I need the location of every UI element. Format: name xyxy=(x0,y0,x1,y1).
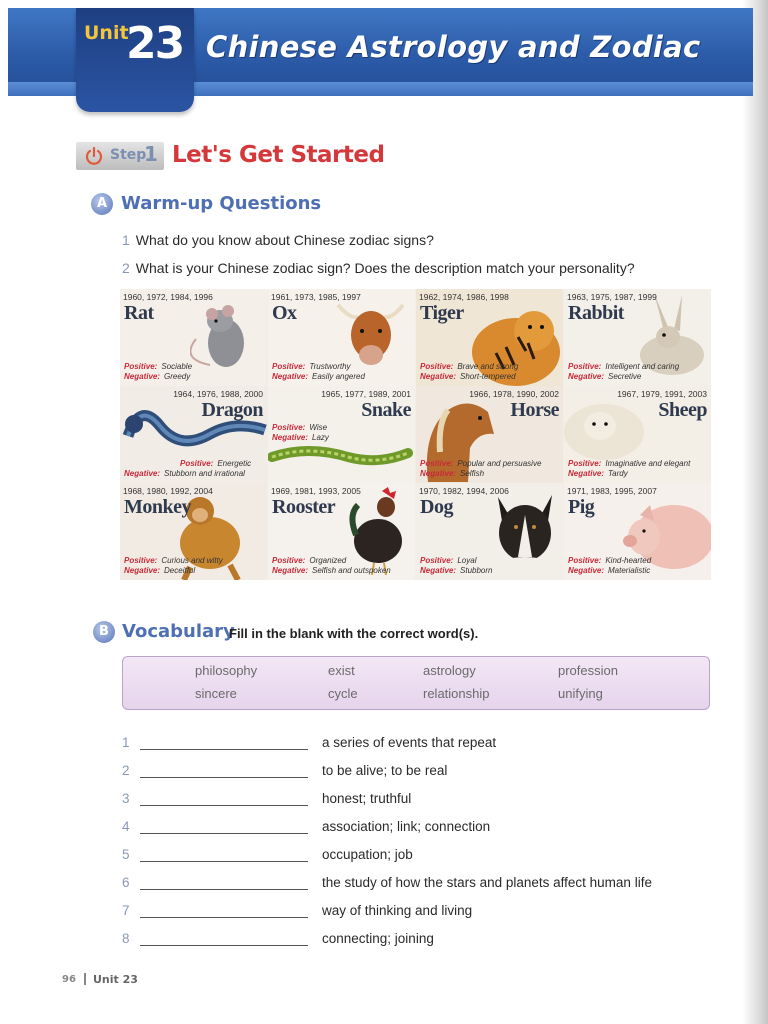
positive-label: Positive: xyxy=(272,362,306,371)
positive-value: Imaginative and elegant xyxy=(605,459,691,468)
section-b-badge: B xyxy=(93,621,115,643)
question-number: 2 xyxy=(122,260,130,276)
word-bank xyxy=(122,656,710,710)
zodiac-cell-ox xyxy=(268,289,415,386)
zodiac-cell-rabbit xyxy=(564,289,711,386)
negative-trait xyxy=(124,372,190,381)
positive-label: Positive: xyxy=(420,556,454,565)
answer-blank[interactable] xyxy=(140,764,308,778)
positive-trait xyxy=(124,362,192,371)
negative-value: Selfish and outspoken xyxy=(312,566,391,575)
zodiac-years: 1967, 1979, 1991, 2003 xyxy=(617,389,707,399)
positive-value: Kind-hearted xyxy=(605,556,652,565)
page-edge-shadow xyxy=(742,0,768,1024)
positive-value: Intelligent and caring xyxy=(605,362,680,371)
positive-value: Trustworthy xyxy=(309,362,351,371)
question-2 xyxy=(122,260,635,276)
positive-trait xyxy=(124,556,223,565)
negative-value: Stubborn and irrational xyxy=(164,469,245,478)
zodiac-cell-dog xyxy=(416,483,563,580)
zodiac-years: 1963, 1975, 1987, 1999 xyxy=(567,292,657,302)
positive-label: Positive: xyxy=(568,362,602,371)
zodiac-years: 1970, 1982, 1994, 2006 xyxy=(419,486,509,496)
negative-trait xyxy=(420,469,484,478)
zodiac-years: 1971, 1983, 1995, 2007 xyxy=(567,486,657,496)
negative-value: Easily angered xyxy=(312,372,365,381)
positive-value: Curious and witty xyxy=(161,556,223,565)
positive-label: Positive: xyxy=(420,459,454,468)
zodiac-cell-rooster xyxy=(268,483,415,580)
positive-label: Positive: xyxy=(568,459,602,468)
positive-trait xyxy=(272,362,351,371)
zodiac-name: Snake xyxy=(361,399,411,421)
positive-label: Positive: xyxy=(420,362,454,371)
answer-blank[interactable] xyxy=(140,792,308,806)
negative-label: Negative: xyxy=(272,433,309,442)
positive-trait xyxy=(180,459,251,468)
question-text: What do you know about Chinese zodiac signs? xyxy=(135,232,434,248)
zodiac-years: 1968, 1980, 1992, 2004 xyxy=(123,486,213,496)
step-label: Step xyxy=(110,147,147,163)
negative-label: Negative: xyxy=(568,469,605,478)
item-definition: the study of how the stars and planets affect human life xyxy=(322,875,652,890)
positive-value: Wise xyxy=(309,423,328,432)
negative-value: Deceitful xyxy=(164,566,196,575)
item-number: 7 xyxy=(122,903,130,918)
power-icon xyxy=(84,146,104,166)
zodiac-years: 1965, 1977, 1989, 2001 xyxy=(321,389,411,399)
zodiac-years: 1969, 1981, 1993, 2005 xyxy=(271,486,361,496)
question-1 xyxy=(122,232,434,248)
positive-value: Popular and persuasive xyxy=(457,459,542,468)
item-definition: honest; truthful xyxy=(322,791,412,806)
negative-trait xyxy=(272,566,391,575)
positive-trait xyxy=(272,423,327,432)
zodiac-years: 1961, 1973, 1985, 1997 xyxy=(271,292,361,302)
negative-label: Negative: xyxy=(420,566,457,575)
word-bank-item: exist xyxy=(328,663,355,678)
page-number: 96 xyxy=(62,974,76,985)
positive-trait xyxy=(272,556,346,565)
negative-label: Negative: xyxy=(272,566,309,575)
zodiac-cell-monkey xyxy=(120,483,267,580)
item-definition: association; link; connection xyxy=(322,819,491,834)
section-b-title: Vocabulary xyxy=(122,621,235,642)
item-number: 5 xyxy=(122,847,130,862)
step-title: Let's Get Started xyxy=(172,142,385,168)
negative-label: Negative: xyxy=(124,469,161,478)
question-text: What is your Chinese zodiac sign? Does the description match your personality? xyxy=(135,260,635,276)
negative-value: Selfish xyxy=(460,469,485,478)
negative-label: Negative: xyxy=(272,372,309,381)
positive-value: Loyal xyxy=(457,556,477,565)
footer-divider xyxy=(84,973,86,985)
positive-trait xyxy=(420,556,476,565)
negative-trait xyxy=(568,566,650,575)
word-bank-item: cycle xyxy=(328,686,358,701)
section-a-title: Warm-up Questions xyxy=(121,193,322,214)
positive-trait xyxy=(420,459,541,468)
item-number: 8 xyxy=(122,931,130,946)
item-number: 3 xyxy=(122,791,130,806)
negative-value: Stubborn xyxy=(460,566,493,575)
rat-image xyxy=(190,299,260,374)
item-definition: connecting; joining xyxy=(322,931,434,946)
word-bank-item: astrology xyxy=(423,663,476,678)
positive-trait xyxy=(568,556,651,565)
negative-label: Negative: xyxy=(420,372,457,381)
positive-label: Positive: xyxy=(180,459,214,468)
negative-value: Greedy xyxy=(164,372,191,381)
positive-label: Positive: xyxy=(272,423,306,432)
snake-image xyxy=(268,441,415,471)
zodiac-name: Dragon xyxy=(201,399,263,421)
negative-trait xyxy=(272,372,365,381)
negative-trait xyxy=(124,566,195,575)
unit-word: Unit xyxy=(84,22,129,44)
negative-value: Lazy xyxy=(312,433,329,442)
zodiac-years: 1962, 1974, 1986, 1998 xyxy=(419,292,509,302)
word-bank-item: profession xyxy=(558,663,618,678)
negative-trait xyxy=(568,372,641,381)
item-definition: a series of events that repeat xyxy=(322,735,497,750)
positive-label: Positive: xyxy=(568,556,602,565)
zodiac-cell-tiger xyxy=(416,289,563,386)
negative-label: Negative: xyxy=(124,372,161,381)
positive-value: Organized xyxy=(309,556,347,565)
zodiac-years: 1966, 1978, 1990, 2002 xyxy=(469,389,559,399)
negative-label: Negative: xyxy=(568,566,605,575)
positive-trait xyxy=(568,362,679,371)
section-b-instruction: Fill in the blank with the correct word(s). xyxy=(229,626,479,641)
negative-value: Materialistic xyxy=(608,566,651,575)
section-a-badge: A xyxy=(91,193,113,215)
zodiac-name: Pig xyxy=(568,496,595,518)
footer-unit-label: Unit 23 xyxy=(93,973,138,986)
negative-trait xyxy=(124,469,245,478)
sheep-image xyxy=(564,392,664,462)
positive-label: Positive: xyxy=(272,556,306,565)
negative-value: Secretive xyxy=(608,372,642,381)
item-definition: way of thinking and living xyxy=(322,903,473,918)
negative-trait xyxy=(420,566,492,575)
zodiac-name: Rabbit xyxy=(568,302,624,324)
dog-image xyxy=(488,487,563,580)
zodiac-name: Tiger xyxy=(420,302,464,324)
zodiac-cell-dragon xyxy=(120,386,267,483)
positive-trait xyxy=(420,362,518,371)
zodiac-name: Monkey xyxy=(124,496,191,518)
item-number: 1 xyxy=(122,735,130,750)
zodiac-years: 1960, 1972, 1984, 1996 xyxy=(123,292,213,302)
zodiac-cell-rat xyxy=(120,289,267,386)
zodiac-name: Horse xyxy=(510,399,559,421)
answer-blank[interactable] xyxy=(140,932,308,946)
word-bank-item: relationship xyxy=(423,686,490,701)
zodiac-name: Ox xyxy=(272,302,297,324)
zodiac-cell-pig xyxy=(564,483,711,580)
item-definition: occupation; job xyxy=(322,847,413,862)
negative-trait xyxy=(420,372,516,381)
answer-blank[interactable] xyxy=(140,736,308,750)
zodiac-cell-snake xyxy=(268,386,415,483)
answer-blank[interactable] xyxy=(140,904,308,918)
negative-value: Short-tempered xyxy=(460,372,516,381)
answer-blank[interactable] xyxy=(140,876,308,890)
positive-label: Positive: xyxy=(124,362,158,371)
negative-label: Negative: xyxy=(568,372,605,381)
step-number: 1 xyxy=(144,142,158,166)
rooster-image xyxy=(348,485,413,575)
positive-value: Energetic xyxy=(217,459,252,468)
positive-label: Positive: xyxy=(124,556,158,565)
zodiac-chart xyxy=(120,289,711,580)
item-number: 6 xyxy=(122,875,130,890)
answer-blank[interactable] xyxy=(140,848,308,862)
positive-trait xyxy=(568,459,690,468)
word-bank-item: philosophy xyxy=(195,663,258,678)
zodiac-name: Dog xyxy=(420,496,453,518)
unit-title: Chinese Astrology and Zodiac xyxy=(206,30,701,64)
item-number: 2 xyxy=(122,763,130,778)
word-bank-item: sincere xyxy=(195,686,237,701)
unit-number: 23 xyxy=(126,18,184,69)
item-number: 4 xyxy=(122,819,130,834)
zodiac-cell-horse xyxy=(416,386,563,483)
zodiac-name: Rat xyxy=(124,302,154,324)
item-definition: to be alive; to be real xyxy=(322,763,448,778)
negative-trait xyxy=(272,433,329,442)
negative-value: Tardy xyxy=(608,469,628,478)
negative-label: Negative: xyxy=(420,469,457,478)
positive-value: Sociable xyxy=(161,362,193,371)
zodiac-name: Sheep xyxy=(658,399,707,421)
zodiac-years: 1964, 1976, 1988, 2000 xyxy=(173,389,263,399)
positive-value: Brave and strong xyxy=(457,362,519,371)
word-bank-item: unifying xyxy=(558,686,603,701)
negative-label: Negative: xyxy=(124,566,161,575)
zodiac-cell-sheep xyxy=(564,386,711,483)
answer-blank[interactable] xyxy=(140,820,308,834)
zodiac-name: Rooster xyxy=(272,496,336,518)
negative-trait xyxy=(568,469,628,478)
question-number: 1 xyxy=(122,232,130,248)
